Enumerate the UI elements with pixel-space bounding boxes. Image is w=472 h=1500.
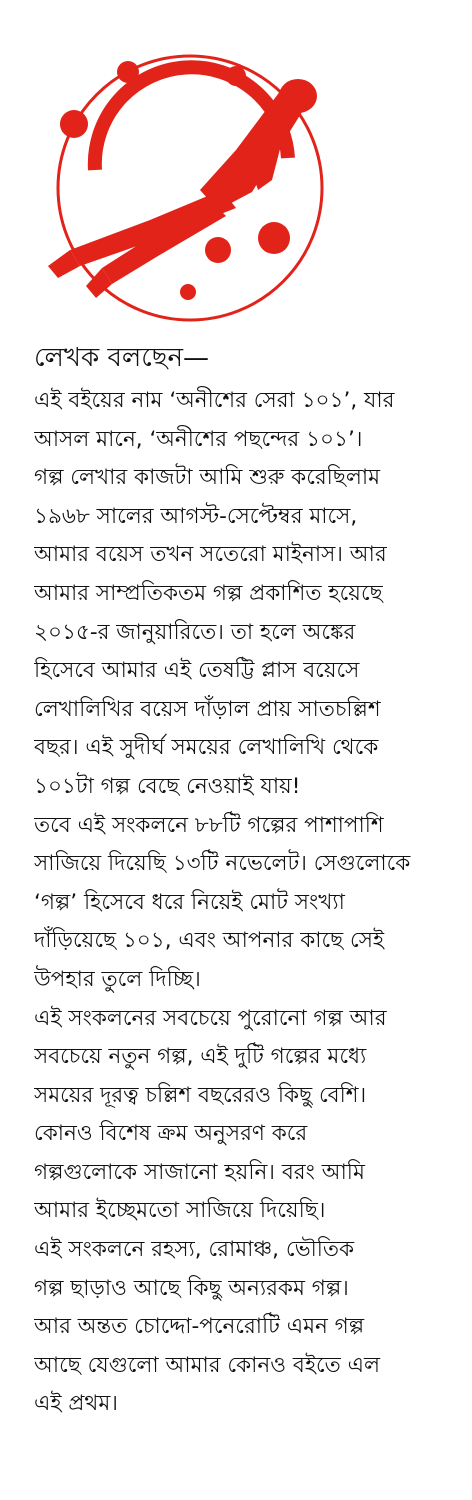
text-line: আমার সাম্প্রতিকতম গল্প প্রকাশিত হয়েছে (34, 580, 383, 606)
text-line: আসল মানে, ‘অনীশের পছন্দের ১০১’। (34, 426, 363, 452)
text-line: আমার ইচ্ছেমতো সাজিয়ে দিয়েছি। (34, 1198, 326, 1224)
text-line: উপহার তুলে দিচ্ছি। (34, 966, 201, 992)
text-line: কোনও বিশেষ ক্রম অনুসরণ করে (34, 1121, 308, 1147)
text-line: বছর। এই সুদীর্ঘ সময়ের লেখালিখি থেকে (34, 735, 379, 761)
text-line: লেখালিখির বয়েস দাঁড়াল প্রায় সাতচল্লিশ (34, 696, 381, 722)
text-line: হিসেবে আমার এই তেষট্টি প্লাস বয়েসে (34, 658, 360, 684)
text-line: এই সংকলনে রহস্য, রোমাঞ্চ, ভৌতিক (34, 1237, 355, 1263)
text-line: আছে যেগুলো আমার কোনও বইতে এল (34, 1352, 381, 1378)
text-line: আমার বয়েস তখন সতেরো মাইনাস। আর (34, 542, 387, 568)
falling-man-logo-icon (40, 40, 340, 330)
text-line: ১০১টা গল্প বেছে নেওয়াই যায়! (34, 773, 301, 799)
text-line: ‘গল্প’ হিসেবে ধরে নিয়েই মোট সংখ্যা (34, 889, 345, 915)
text-line: দাঁড়িয়েছে ১০১, এবং আপনার কাছে সেই (34, 928, 385, 954)
text-line: এই বইয়ের নাম ‘অনীশের সেরা ১০১’, যার (34, 388, 395, 413)
text-line: ২০১৫-র জানুয়ারিতে। তা হলে অঙ্কের (34, 619, 356, 645)
text-line: এই সংকলনের সবচেয়ে পুরোনো গল্প আর (34, 1005, 387, 1031)
text-line: সময়ের দূরত্ব চল্লিশ বছরেরও কিছু বেশি। (34, 1082, 367, 1108)
text-line: এই প্রথম। (34, 1391, 118, 1417)
author-says-heading: লেখক বলছেন— (34, 343, 210, 373)
text-line: গল্পগুলোকে সাজানো হয়নি। বরং আমি (34, 1159, 365, 1185)
text-line: সবচেয়ে নতুন গল্প, এই দুটি গল্পের মধ্যে (34, 1044, 367, 1070)
author-note-body (34, 382, 454, 1424)
text-line: গল্প ছাড়াও আছে কিছু অন্যরকম গল্প। (34, 1275, 349, 1301)
text-line: তবে এই সংকলনে ৮৮টি গল্পের পাশাপাশি (34, 812, 384, 838)
text-line: আর অন্তত চোদ্দো-পনেরোটি এমন গল্প (34, 1314, 365, 1340)
text-line: ১৯৬৮ সালের আগস্ট-সেপ্টেম্বর মাসে, (34, 503, 358, 529)
text-line: সাজিয়ে দিয়েছি ১৩টি নভেলেট। সেগুলোকে (34, 851, 411, 877)
text-line: গল্প লেখার কাজটা আমি শুরু করেছিলাম (34, 465, 381, 491)
